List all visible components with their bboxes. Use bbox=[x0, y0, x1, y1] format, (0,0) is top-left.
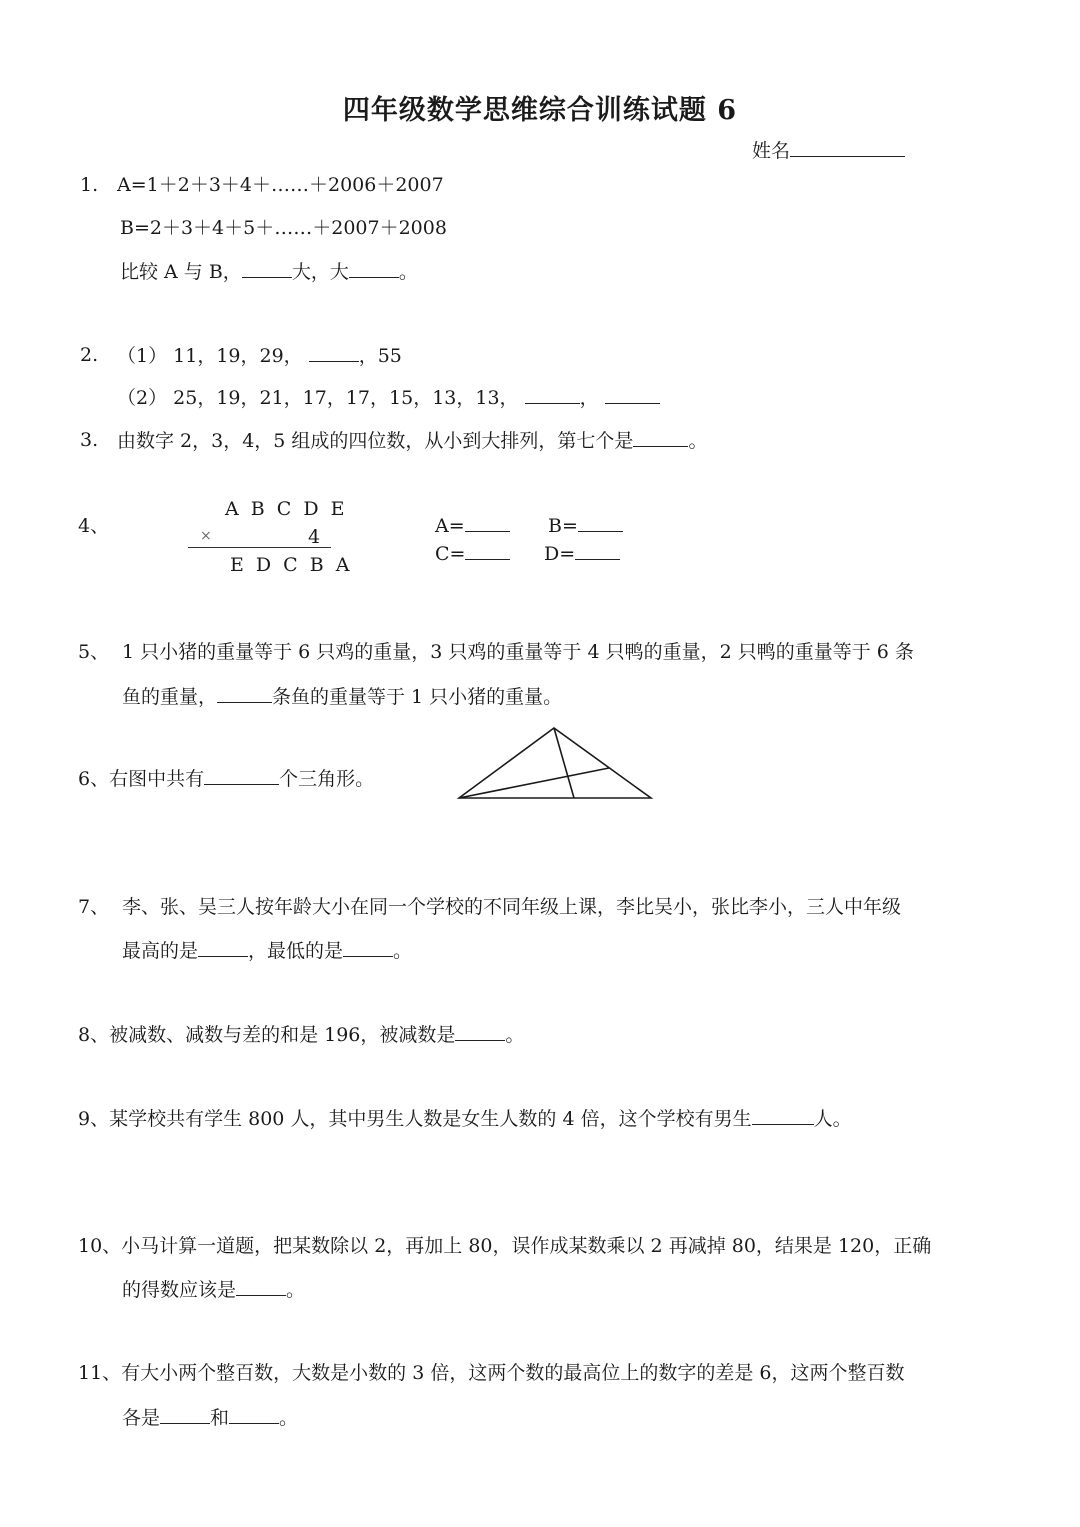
q1-blank-2[interactable] bbox=[349, 259, 399, 278]
name-field[interactable] bbox=[752, 138, 905, 163]
q5-number: 5、 bbox=[78, 641, 110, 663]
name-label: 姓名 bbox=[752, 140, 791, 162]
q4-number: 4、 bbox=[78, 515, 110, 537]
q4-a-label: A= bbox=[435, 515, 465, 537]
q1-compare-end: 。 bbox=[398, 261, 418, 283]
q10-line2-end: 。 bbox=[286, 1279, 306, 1301]
q11-blank-2[interactable] bbox=[229, 1405, 279, 1424]
q10-blank[interactable] bbox=[236, 1277, 286, 1296]
q3-text bbox=[117, 428, 707, 453]
q4-answer-c bbox=[435, 541, 510, 566]
q5-line2-pre: 鱼的重量， bbox=[122, 686, 218, 708]
q2-p1-end: ，55 bbox=[358, 345, 402, 367]
q8-blank[interactable] bbox=[455, 1022, 505, 1041]
q2-number: 2. bbox=[80, 344, 99, 366]
q7-line2-pre: 最高的是 bbox=[122, 940, 199, 962]
q4-answer-b bbox=[548, 513, 623, 538]
q5-line-2 bbox=[122, 684, 562, 709]
q9-blank[interactable] bbox=[752, 1106, 814, 1125]
q8-text: 8、被减数、减数与差的和是 196，被减数是 bbox=[78, 1024, 456, 1046]
page-title: 四年级数学思维综合训练试题 6 bbox=[342, 95, 738, 126]
q2-part-1 bbox=[117, 343, 402, 368]
q3-end: 。 bbox=[688, 430, 708, 452]
q1-compare-mid: 大，大 bbox=[291, 261, 349, 283]
q3-blank[interactable] bbox=[633, 428, 688, 447]
q1-line-b: B=2＋3＋4＋5＋……＋2007＋2008 bbox=[120, 217, 447, 239]
q4-top-row: A B C D E bbox=[225, 498, 348, 520]
q2-p1-seq: 11，19，29， bbox=[173, 345, 303, 367]
q11-line2-mid: 和 bbox=[210, 1407, 230, 1429]
q11-line2-end: 。 bbox=[279, 1407, 299, 1429]
q1-number: 1. bbox=[80, 174, 99, 196]
q7-blank-1[interactable] bbox=[198, 938, 248, 957]
q7-line2-end: 。 bbox=[393, 940, 413, 962]
q11-blank-1[interactable] bbox=[160, 1405, 210, 1424]
q7-line2-mid: ，最低的是 bbox=[248, 940, 344, 962]
q7-blank-2[interactable] bbox=[343, 938, 393, 957]
q4-answer-d bbox=[544, 541, 620, 566]
q5-line-1: 1 只小猪的重量等于 6 只鸡的重量，3 只鸡的重量等于 4 只鸭的重量，2 只鸭的重量等于 6 条 bbox=[122, 641, 914, 663]
q6-blank[interactable] bbox=[204, 766, 279, 785]
q6-post: 个三角形。 bbox=[279, 768, 375, 790]
q10-line-2 bbox=[122, 1277, 305, 1302]
q1-compare-text: 比较 A 与 B， bbox=[120, 261, 242, 283]
q4-b-label: B= bbox=[548, 515, 578, 537]
q7-number: 7、 bbox=[78, 896, 110, 918]
q2-p2-seq: 25，19，21，17，17，15，13，13， bbox=[173, 387, 519, 409]
q8-end: 。 bbox=[505, 1024, 525, 1046]
q4-answer-a bbox=[435, 513, 510, 538]
q4-c-label: C= bbox=[435, 543, 466, 565]
q11-line2-pre: 各是 bbox=[122, 1407, 161, 1429]
question-8 bbox=[78, 1022, 524, 1047]
q4-b-blank[interactable] bbox=[578, 513, 623, 532]
q6-text bbox=[78, 766, 374, 791]
q2-p1-blank[interactable] bbox=[309, 343, 359, 362]
q2-p2-blank-1[interactable] bbox=[525, 385, 580, 404]
q4-bottom-row: E D C B A bbox=[230, 554, 353, 576]
q4-d-label: D= bbox=[544, 543, 576, 565]
q2-p2-sep: ， bbox=[579, 387, 599, 409]
q4-times-sign: × bbox=[200, 528, 212, 544]
q4-multiplier: 4 bbox=[308, 526, 324, 548]
q1-line-a: A=1＋2＋3＋4＋……＋2006＋2007 bbox=[117, 174, 444, 196]
q9-text: 9、某学校共有学生 800 人，其中男生人数是女生人数的 4 倍，这个学校有男生 bbox=[78, 1108, 752, 1130]
q4-d-blank[interactable] bbox=[575, 541, 620, 560]
triangle-figure-icon bbox=[455, 722, 655, 802]
q2-p1-label: （1） bbox=[117, 345, 168, 367]
q3-stem: 由数字 2，3，4，5 组成的四位数，从小到大排列，第七个是 bbox=[117, 430, 634, 452]
name-blank[interactable] bbox=[790, 138, 905, 157]
q1-compare bbox=[120, 259, 418, 284]
q6-pre: 6、右图中共有 bbox=[78, 768, 205, 790]
q11-line-1: 11、有大小两个整百数，大数是小数的 3 倍，这两个数的最高位上的数字的差是 6，这两个整百数 bbox=[78, 1362, 905, 1384]
q5-blank[interactable] bbox=[217, 684, 272, 703]
q7-line-1: 李、张、吴三人按年龄大小在同一个学校的不同年级上课，李比吴小，张比李小，三人中年级 bbox=[122, 896, 902, 918]
q2-part-2 bbox=[117, 385, 660, 410]
q4-a-blank[interactable] bbox=[465, 513, 510, 532]
q10-line-1: 10、小马计算一道题，把某数除以 2，再加上 80，误作成某数乘以 2 再减掉 80，结果是 120，正确 bbox=[78, 1235, 932, 1257]
question-9 bbox=[78, 1106, 852, 1131]
q10-line2-pre: 的得数应该是 bbox=[122, 1279, 237, 1301]
q11-line-2 bbox=[122, 1405, 298, 1430]
q3-number: 3. bbox=[80, 429, 99, 451]
q2-p2-label: （2） bbox=[117, 387, 168, 409]
q2-p2-blank-2[interactable] bbox=[605, 385, 660, 404]
q4-product-line bbox=[188, 547, 331, 548]
q1-blank-1[interactable] bbox=[242, 259, 292, 278]
q4-c-blank[interactable] bbox=[465, 541, 510, 560]
q9-end: 人。 bbox=[813, 1108, 852, 1130]
q7-line-2 bbox=[122, 938, 412, 963]
q5-line2-post: 条鱼的重量等于 1 只小猪的重量。 bbox=[272, 686, 563, 708]
